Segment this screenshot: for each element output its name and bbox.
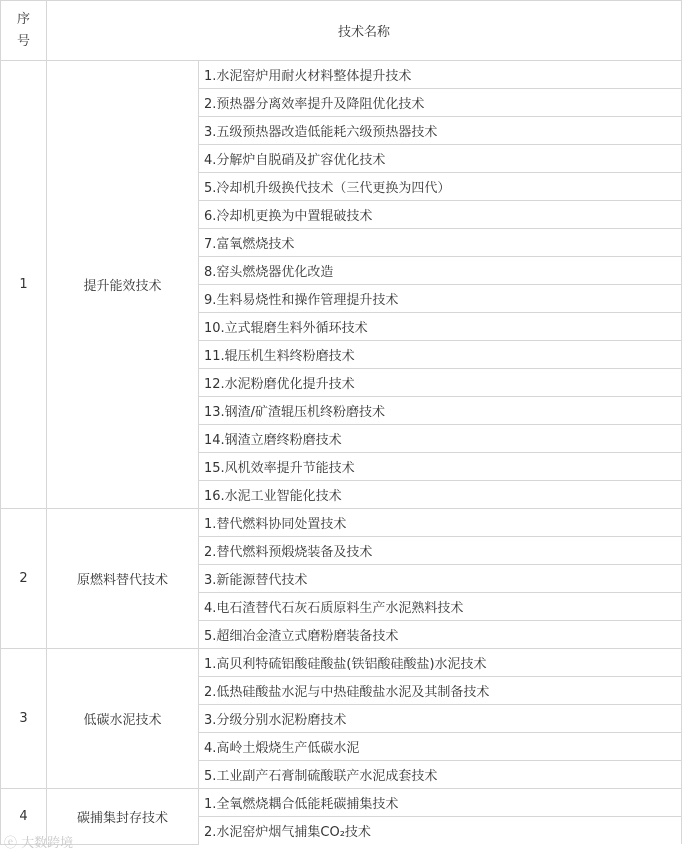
group-index-cell: 3 xyxy=(1,649,47,789)
technology-item-cell: 2.预热器分离效率提升及降阻优化技术 xyxy=(199,89,682,117)
technology-name-header xyxy=(47,1,682,61)
table-row xyxy=(1,789,682,817)
technology-item-cell: 16.水泥工业智能化技术 xyxy=(199,481,682,509)
technology-item-cell: 3.分级分别水泥粉磨技术 xyxy=(199,705,682,733)
technology-item-cell: 12.水泥粉磨优化提升技术 xyxy=(199,369,682,397)
group-index-cell: 2 xyxy=(1,509,47,649)
technology-item-cell: 1.高贝利特硫铝酸硅酸盐(铁铝酸硅酸盐)水泥技术 xyxy=(199,649,682,677)
watermark-logo: ⓔ 大数跨境 xyxy=(4,836,74,851)
group-category-cell: 低碳水泥技术 xyxy=(47,649,199,789)
group-category-cell: 碳捕集封存技术 xyxy=(47,789,199,845)
technology-item-cell: 3.新能源替代技术 xyxy=(199,565,682,593)
technology-item-cell: 4.高岭土煅烧生产低碳水泥 xyxy=(199,733,682,761)
table-header-row xyxy=(1,1,682,61)
name-header-label: 技术名称 xyxy=(338,25,391,40)
group-category-cell: 原燃料替代技术 xyxy=(47,509,199,649)
technology-item-cell: 2.低热硅酸盐水泥与中热硅酸盐水泥及其制备技术 xyxy=(199,677,682,705)
table-row xyxy=(1,649,682,677)
technology-item-cell: 8.窑头燃烧器优化改造 xyxy=(199,257,682,285)
technology-item-cell: 14.钢渣立磨终粉磨技术 xyxy=(199,425,682,453)
group-index-cell: 4 xyxy=(1,789,47,845)
technology-item-cell: 5.超细冶金渣立式磨粉磨装备技术 xyxy=(199,621,682,649)
technology-item-cell: 5.工业副产石膏制硫酸联产水泥成套技术 xyxy=(199,761,682,789)
technology-item-cell: 11.辊压机生料终粉磨技术 xyxy=(199,341,682,369)
technology-item-cell: 3.五级预热器改造低能耗六级预热器技术 xyxy=(199,117,682,145)
index-header xyxy=(1,1,47,61)
technology-item-cell: 9.生料易烧性和操作管理提升技术 xyxy=(199,285,682,313)
technology-item-cell: 10.立式辊磨生料外循环技术 xyxy=(199,313,682,341)
technology-item-cell: 15.风机效率提升节能技术 xyxy=(199,453,682,481)
technology-item-cell: 1.替代燃料协同处置技术 xyxy=(199,509,682,537)
technology-item-cell: 7.富氧燃烧技术 xyxy=(199,229,682,257)
technology-item-cell: 2.水泥窑炉烟气捕集CO₂技术 xyxy=(199,817,682,845)
index-header-label: 序 号 xyxy=(16,11,30,49)
technology-item-cell: 4.电石渣替代石灰石质原料生产水泥熟料技术 xyxy=(199,593,682,621)
technology-item-cell: 5.冷却机升级换代技术（三代更换为四代） xyxy=(199,173,682,201)
technology-item-cell: 13.钢渣/矿渣辊压机终粉磨技术 xyxy=(199,397,682,425)
technology-item-cell: 1.全氧燃烧耦合低能耗碳捕集技术 xyxy=(199,789,682,817)
table-row xyxy=(1,61,682,89)
technology-item-cell: 6.冷却机更换为中置辊破技术 xyxy=(199,201,682,229)
group-category-cell: 提升能效技术 xyxy=(47,61,199,509)
group-index-cell: 1 xyxy=(1,61,47,509)
table-row xyxy=(1,509,682,537)
technology-item-cell: 2.替代燃料预煅烧装备及技术 xyxy=(199,537,682,565)
technology-item-cell: 4.分解炉自脱硝及扩容优化技术 xyxy=(199,145,682,173)
technology-item-cell: 1.水泥窑炉用耐火材料整体提升技术 xyxy=(199,61,682,89)
